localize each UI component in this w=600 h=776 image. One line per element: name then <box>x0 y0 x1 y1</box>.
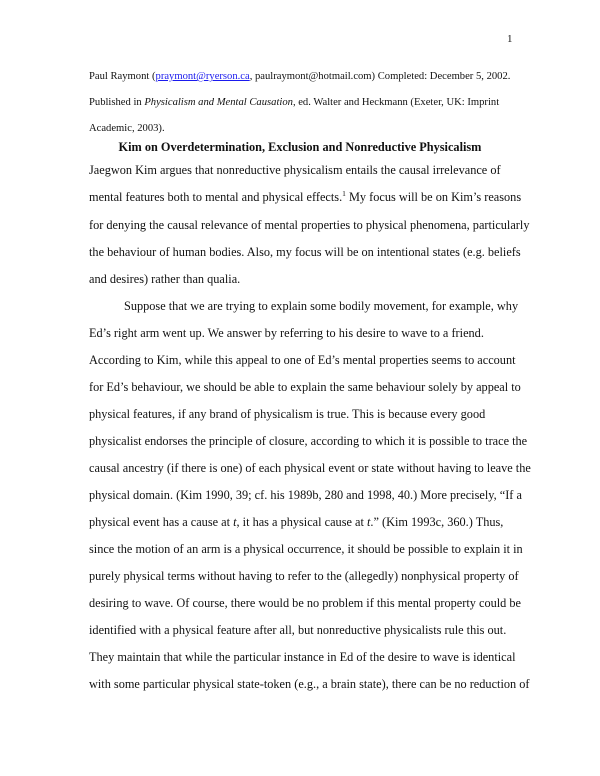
paragraph2-line: According to Kim, while this appeal to one of Ed’s mental properties seems to account <box>89 353 516 367</box>
paragraph1-line: and desires) rather than qualia. <box>89 272 241 286</box>
page-number: 1 <box>507 33 513 45</box>
paragraph2-line: desiring to wave. Of course, there would be no problem if this mental property could be <box>89 596 521 610</box>
paragraph2-line: for Ed’s behaviour, we should be able to explain the same behaviour solely by appeal to <box>89 380 521 394</box>
author-name: Paul Raymont ( <box>89 71 156 82</box>
published-suffix: , ed. Walter and Heckmann (Exeter, UK: Imprint <box>292 97 500 108</box>
email-rest: , paulraymont@hotmail.com) Completed: December 5, 2002. <box>249 71 511 82</box>
text-segment: .” (Kim 1993c, 360.) Thus, <box>370 515 504 529</box>
paragraph2-line: since the motion of an arm is a physical occurrence, it should be possible to explain it in <box>89 542 523 556</box>
document-title: Kim on Overdetermination, Exclusion and Nonreductive Physicalism <box>118 140 482 154</box>
paragraph2-line: causal ancestry (if there is one) of each physical event or state without having to leave the <box>89 461 531 475</box>
paragraph2-line: physicalist endorses the principle of closure, according to which it is possible to trace the <box>89 434 528 448</box>
email-link[interactable]: praymont@ryerson.ca <box>155 71 250 82</box>
text-segment: mental features both to mental and physical effects. <box>89 190 343 204</box>
paragraph2-line: with some particular physical state-token (e.g., a brain state), there can be no reduction of <box>89 677 530 691</box>
paragraph1-line <box>89 190 521 205</box>
paragraph1-line: Jaegwon Kim argues that nonreductive physicalism entails the causal irrelevance of <box>89 163 501 177</box>
paragraph2-line: purely physical terms without having to refer to the (allegedly) nonphysical property of <box>89 569 519 583</box>
paragraph2-line <box>89 515 503 530</box>
paragraph2-line: identified with a physical feature after all, but nonreductive physicalists rule this out. <box>89 623 507 637</box>
publication-line-2: Academic, 2003). <box>89 123 165 134</box>
published-prefix: Published in <box>89 97 145 108</box>
paragraph2-line: physical domain. (Kim 1990, 39; cf. his 1989b, 280 and 1998, 40.) More precisely, “If a <box>89 488 522 502</box>
author-line <box>89 71 519 82</box>
text-segment: physical event has a cause at <box>89 515 234 529</box>
publication-line <box>89 97 519 108</box>
paragraph1-line: the behaviour of human bodies. Also, my focus will be on intentional states (e.g. beliefs <box>89 245 521 259</box>
italic-t: t <box>233 515 237 529</box>
paragraph2-line: Ed’s right arm went up. We answer by referring to his desire to wave to a friend. <box>89 326 484 340</box>
paragraph2-line: They maintain that while the particular instance in Ed of the desire to wave is identical <box>89 650 516 664</box>
italic-t: t <box>366 515 371 529</box>
text-segment: My focus will be on Kim’s reasons <box>345 190 522 204</box>
paragraph2-line: physical features, if any brand of physicalism is true. This is because every good <box>89 407 486 421</box>
text-segment: , it has a physical cause at <box>236 515 367 529</box>
book-title: Physicalism and Mental Causation <box>144 97 293 108</box>
footnote-marker: 1 <box>342 189 346 198</box>
paragraph2-line: Suppose that we are trying to explain some bodily movement, for example, why <box>124 299 519 313</box>
paragraph1-line: for denying the causal relevance of mental properties to physical phenomena, particularly <box>89 218 530 232</box>
